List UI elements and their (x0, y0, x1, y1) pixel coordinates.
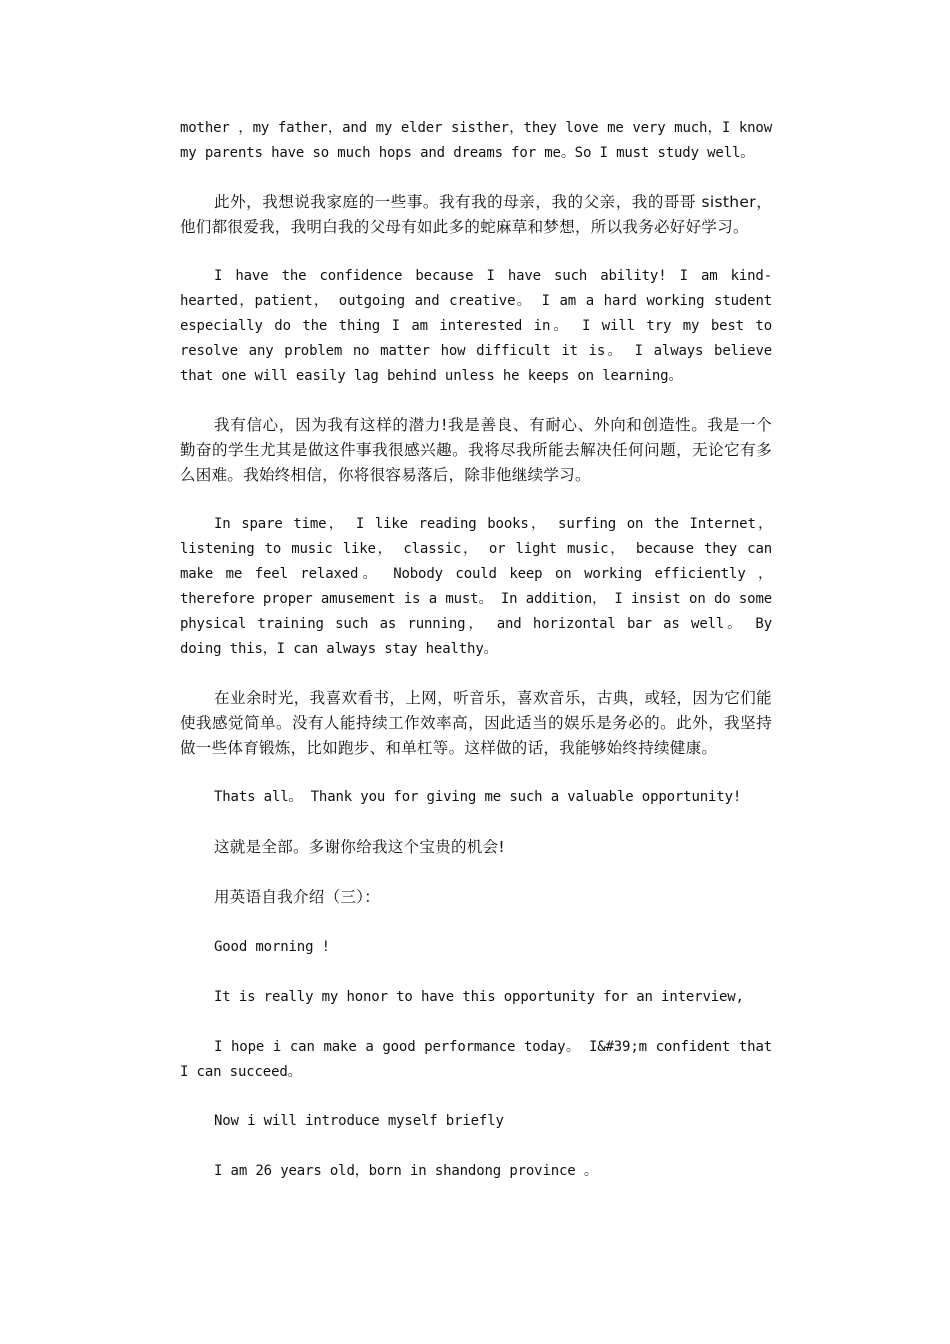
paragraph-thanks-chinese: 这就是全部。多谢你给我这个宝贵的机会! (214, 838, 505, 856)
paragraph-spare-time-chinese: 在业余时光，我喜欢看书，上网，听音乐，喜欢音乐，古典，或轻，因为它们能使我感觉简单。没有人能持续工作效率高，因此适当的娱乐是务必的。此外，我坚持做一些体育锻炼，比如跑步、和单杠等。这样做的话，我能够始终持续健康。 (180, 689, 772, 757)
paragraph-performance: I hope i can make a good performance today。 I&#39;m confident that I can succeed。 (180, 1039, 772, 1080)
paragraph-confidence-english: I have the confidence because I have such ability! I am kind-hearted，patient， outgoing and creative。 I am a hard working student especially do the thing I am interested in。 I will try my best to resolve any problem no matter how difficult it is。 I always believe that one will easily lag behind unless he keeps on learning。 (180, 268, 772, 384)
paragraph-thanks-english: Thats all。 Thank you for giving me such a valuable opportunity! (214, 789, 742, 805)
paragraph-age-birthplace: I am 26 years old，born in shandong province 。 (214, 1163, 598, 1179)
paragraph-family-english-continued: mother ，my father，and my elder sisther，they love me very much，I know my parents have so much hops and dreams for me。So I must study well。 (180, 120, 772, 161)
document-page (180, 116, 772, 1209)
paragraph-family-chinese: 此外，我想说我家庭的一些事。我有我的母亲，我的父亲，我的哥哥 sisther，他们都很爱我，我明白我的父母有如此多的蛇麻草和梦想，所以我务必好好学习。 (180, 193, 772, 236)
paragraph-introduce-briefly: Now i will introduce myself briefly (214, 1113, 504, 1129)
paragraph-honor: It is really my honor to have this opportunity for an interview, (214, 989, 744, 1005)
paragraph-greeting: Good morning ! (214, 939, 330, 955)
paragraph-spare-time-english: In spare time， I like reading books， surfing on the Internet，listening to music like， classic， or light music， because they can make me feel relaxed。 Nobody could keep on working efficiently ， therefore proper amusement is a must。 In addition， I insist on do some physical training such as running， and horizontal bar as well。 By doing this，I can always stay healthy。 (180, 516, 772, 657)
paragraph-confidence-chinese: 我有信心，因为我有这样的潜力!我是善良、有耐心、外向和创造性。我是一个勤奋的学生尤其是做这件事我很感兴趣。我将尽我所能去解决任何问题，无论它有多么困难。我始终相信，你将很容易落后，除非他继续学习。 (180, 416, 772, 484)
section-heading-self-intro-three: 用英语自我介绍（三）： (214, 888, 381, 906)
